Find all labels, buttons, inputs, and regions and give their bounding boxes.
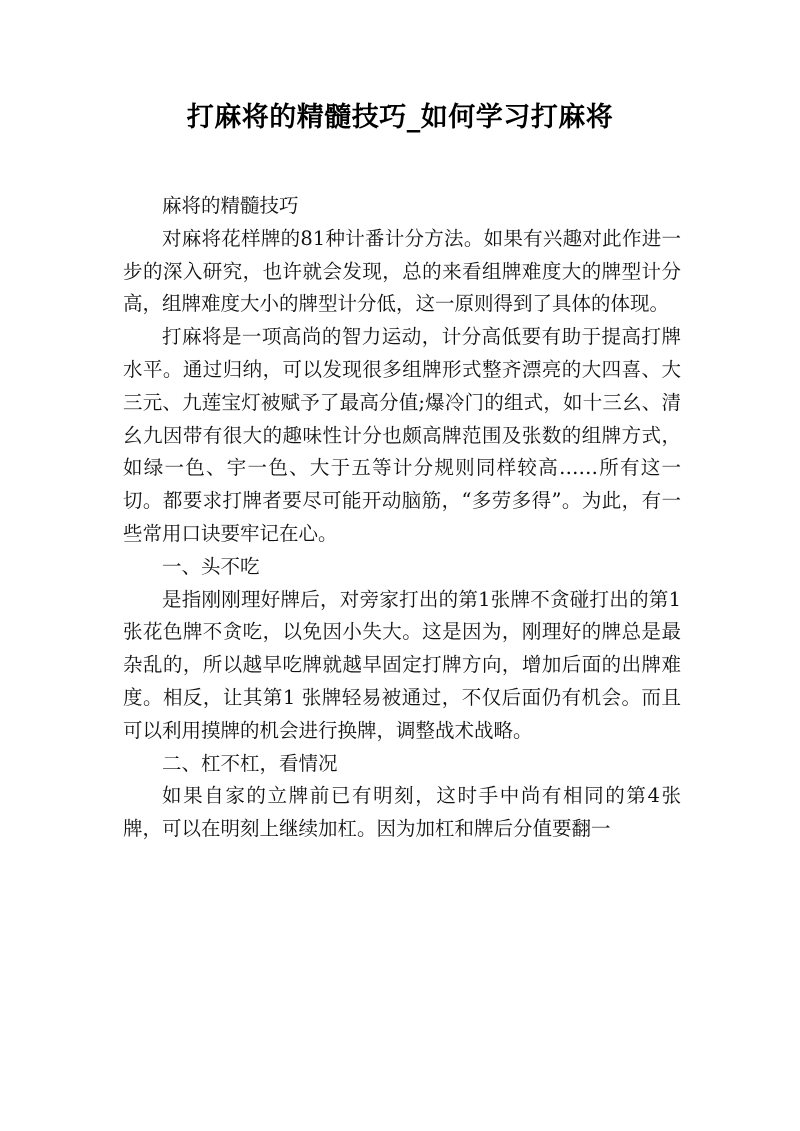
section-heading: 麻将的精髓技巧 xyxy=(162,194,299,217)
section-heading: 一、头不吃 xyxy=(162,554,260,578)
document-body xyxy=(123,190,681,846)
paragraph: 打麻将是一项高尚的智力运动，计分高低要有助于提高打牌水平。通过归纳，可以发现很多组牌形式整齐漂亮的大四喜、大三元、九莲宝灯被赋予了最高分值;爆冷门的组式，如十三幺、清幺九因带有很大的趣味性计分也颇高牌范围及张数的组牌方式，如绿一色、宇一色、大于五等计分规则同样较高……所有这一切。都要求打牌者要尽可能开动脑筋，“多劳多得”。为此，有一些常用口诀要牢记在心。 xyxy=(123,325,681,545)
paragraph: 对麻将花样牌的81种计番计分方法。如果有兴趣对此作进一步的深入研究，也许就会发现，总的来看组牌难度大的牌型计分高，组牌难度大小的牌型计分低，这一原则得到了具体的体现。 xyxy=(123,226,681,316)
paragraph: 如果自家的立牌前已有明刻，这时手中尚有相同的第4张牌，可以在明刻上继续加杠。因为加杠和牌后分值要翻一 xyxy=(123,784,681,841)
section-heading: 二、杠不杠，看情况 xyxy=(162,751,338,775)
paragraph: 是指刚刚理好牌后，对旁家打出的第1张牌不贪碰打出的第1张花色牌不贪吃，以免因小失大。这是因为，刚理好的牌总是最杂乱的，所以越早吃牌就越早固定打牌方向，增加后面的出牌难度。相反，让其第1 张牌轻易被通过，不仅后面仍有机会。而且可以利用摸牌的机会进行换牌，调整战术战略。 xyxy=(123,587,681,742)
document-title: 打麻将的精髓技巧_如何学习打麻将 xyxy=(186,102,614,133)
